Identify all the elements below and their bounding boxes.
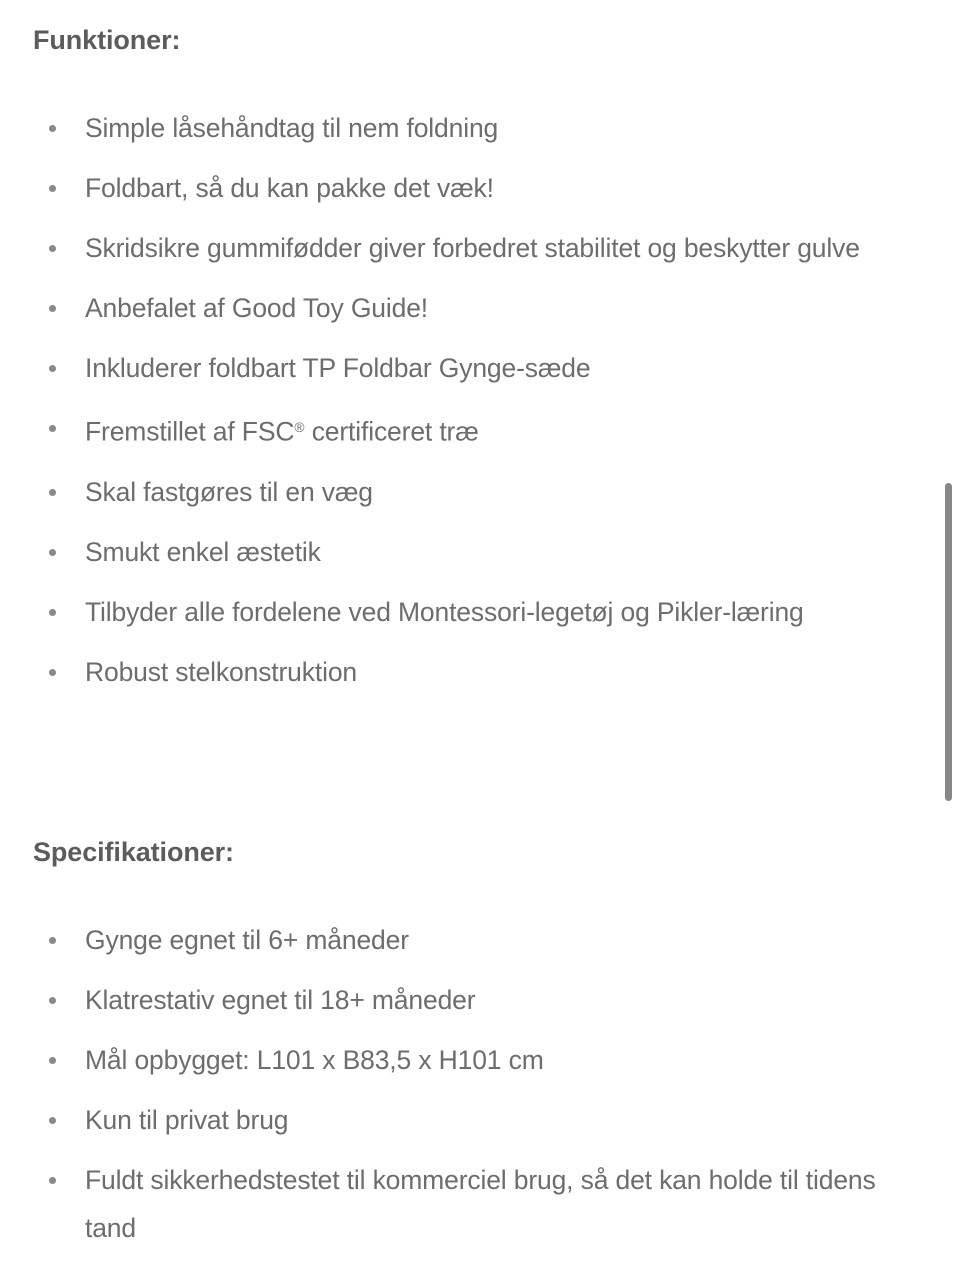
list-item [0,404,900,456]
list-item-text: Klatrestativ egnet til 18+ måneder [85,985,476,1015]
scrollbar-thumb[interactable] [945,483,952,801]
list-item [0,588,900,636]
list-item [0,648,900,696]
list-item-text: Kun til privat brug [85,1105,289,1135]
list-item-text: Smukt enkel æstetik [85,536,321,567]
list-item-text: Robust stelkonstruktion [85,656,357,687]
list-item-text: Mål opbygget: L101 x B83,5 x H101 cm [85,1045,544,1075]
list-item [0,1156,900,1252]
list-item-text: Inkluderer foldbart TP Foldbar Gynge-sæde [85,353,591,383]
features-heading: Funktioner: [33,25,181,55]
list-item-text: Skal fastgøres til en væg [85,476,373,507]
list-item [0,284,900,332]
list-item [0,224,900,272]
registered-trademark-icon: ® [294,420,305,435]
list-item-text-suffix: certificeret træ [304,416,479,447]
list-item-text: Foldbart, så du kan pakke det væk! [85,173,494,203]
list-item [0,164,900,212]
list-item-text: Fremstillet af FSC [85,416,295,447]
specifications-heading: Specifikationer: [33,837,234,867]
list-item [0,976,900,1024]
specifications-list [0,916,900,1264]
list-item-text: Fuldt sikkerhedstestet til kommerciel brug, så det kan holde til tidens tand [85,1165,876,1243]
scrollbar-track[interactable] [942,0,956,1263]
features-list [0,104,900,708]
list-item [0,1036,900,1084]
list-item [0,104,900,152]
list-item [0,1096,900,1144]
list-item-text: Gynge egnet til 6+ måneder [85,925,409,955]
list-item [0,468,900,516]
list-item-text: Tilbyder alle fordelene ved Montessori-legetøj og Pikler-læring [85,596,804,627]
list-item [0,344,900,392]
list-item-text: Simple låsehåndtag til nem foldning [85,113,499,143]
list-item [0,528,900,576]
list-item-text: Skridsikre gummifødder giver forbedret stabilitet og beskytter gulve [85,233,860,263]
list-item [0,916,900,964]
list-item-text: Anbefalet af Good Toy Guide! [85,293,428,323]
